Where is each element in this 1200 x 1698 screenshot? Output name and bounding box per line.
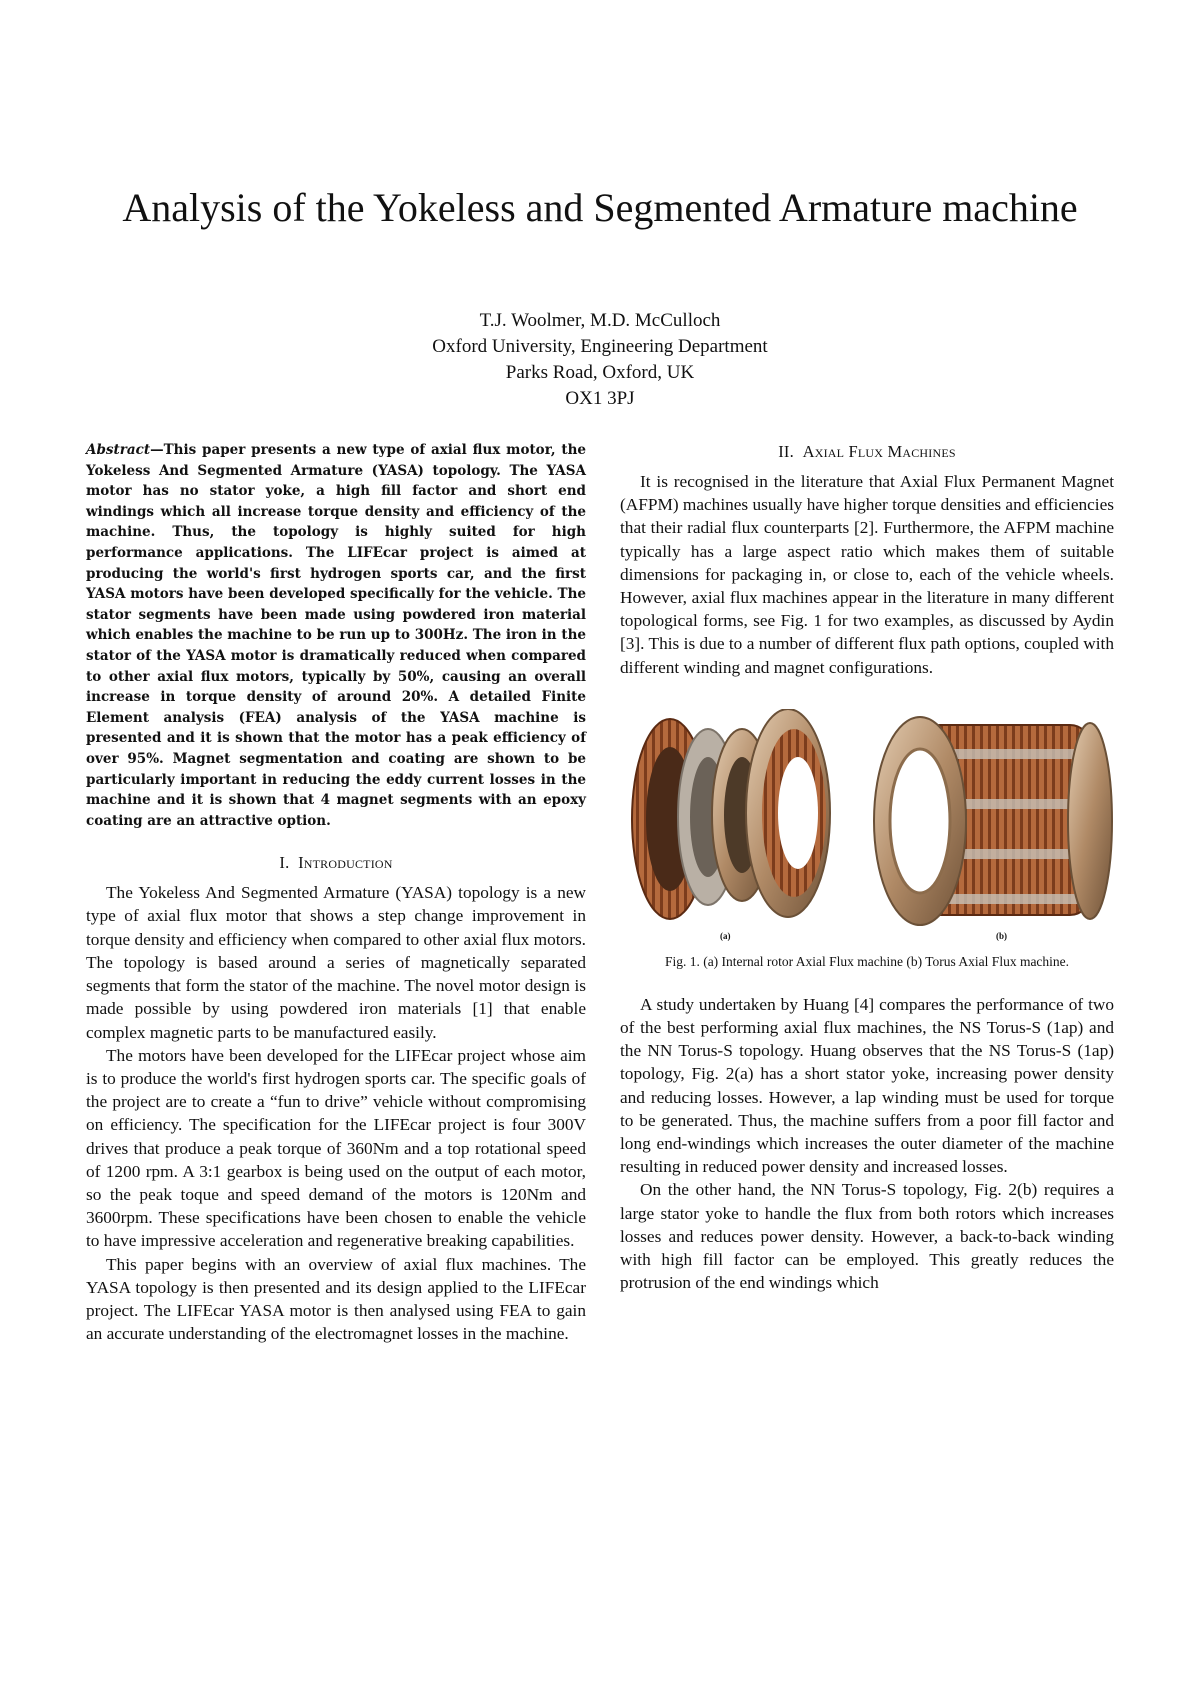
figure-label-a: (a) [720,930,731,941]
intro-paragraph-2: The motors have been developed for the LIFEcar project whose aim is to produce the world's first hydrogen sports car. The specific goals of the project are to create a “fun to drive” vehicle without compromising on efficiency. The specification for the LIFEcar project is four 300V drives that produce a peak torque of 360Nm and a top rotational speed of 1200 rpm. A 3:1 gearbox is being used on the output of each motor, so the peak toque and speed demand of the motors is 120Nm and 3600rpm. These specifications have been chosen to enable the vehicle to have impressive acceleration and regenerative breaking capabilities. [86,1045,586,1251]
section-number: II. [778,442,794,461]
section-number: I. [279,853,290,873]
axial-paragraph-2: A study undertaken by Huang [4] compares the performance of two of the best performing axial flux machines, the NS Torus-S (1ap) and the NN Torus-S topology. Huang observes that the NS Torus-S (1ap) topology, Fig. 2(a) has a short stator yoke, increasing power density and reducing losses. However, a lap winding must be used for torque to be generated. Thus, the machine suffers from a poor fill factor and long end-windings which increases the outer diameter of the machine resulting in reduced power density and increased losses. [620,994,1114,1177]
intro-paragraph-3: This paper begins with an overview of axial flux machines. The YASA topology is then presented and its design applied to the LIFEcar project. The LIFEcar YASA motor is then analysed using FEA to gain an accurate understanding of the electromagnet losses in the machine. [86,1254,586,1344]
author-affiliation: Oxford University, Engineering Department [432,336,768,357]
section-title: Introduction [298,853,393,873]
abstract-text: —This paper presents a new type of axial flux motor, the Yokeless And Segmented Armature (YASA) topology. The YASA motor has no stator yoke, a high fill factor and short end windings which all increase torque density and efficiency of the machine. Thus, the topology is highly suited for high performance applications. The LIFEcar project is aimed at producing the world's first hydrogen sports car, and the first YASA motors have been developed specifically for the vehicle. The stator segments have been made using powdered iron material which enables the machine to be run up to 300Hz. The iron in the stator of the YASA motor is dramatically reduced when compared to other axial flux motors, typically by 50%, causing an overall increase in torque density of around 20%. A detailed Finite Element analysis (FEA) analysis of the YASA machine is presented and it is shown that the motor has a peak efficiency of over 95%. Magnet segmentation and coating are shown to be particularly important in reducing the eddy current losses in the machine and it is shown that 4 magnet segments with an epoxy coating are an attractive option. [86,442,586,829]
figure-1 [620,709,1114,989]
right-column [620,440,1114,1294]
section-heading-axial-flux [620,442,1114,462]
abstract [86,440,586,831]
torus-machine-drawing [874,717,1112,925]
author-address: Parks Road, Oxford, UK [505,362,695,383]
author-postcode: OX1 3PJ [565,388,635,409]
axial-paragraph-1: It is recognised in the literature that Axial Flux Permanent Magnet (AFPM) machines usually have higher torque densities and efficiencies that their radial flux counterparts [2]. Furthermore, the AFPM machine typically has a large aspect ratio which makes them of suitable dimensions for packaging in, or close to, each of the vehicle wheels. However, axial flux machines appear in the literature in many different topological forms, see Fig. 1 for two examples, as discussed by Aydin [3]. This is due to a number of different flux path options, coupled with different winding and magnet configurations. [620,472,1114,677]
paper-title: Analysis of the Yokeless and Segmented Armature machine [122,185,1078,230]
abstract-label: Abstract [86,442,151,458]
section-title: Axial Flux Machines [802,442,956,461]
section-heading-introduction [86,853,586,873]
intro-paragraph-1: The Yokeless And Segmented Armature (YASA) topology is a new type of axial flux motor that shows a step change improvement in torque density and efficiency when compared to other axial flux motors. The topology is based around a series of magnetically separated segments that form the stator of the machine. The novel motor design is made possible by using powdered iron materials [1] that enable complex magnetic parts to be manufactured easily. [86,883,586,1042]
author-names: T.J. Woolmer, M.D. McCulloch [479,310,721,331]
figure-label-b: (b) [996,930,1007,941]
axial-paragraph-3: On the other hand, the NN Torus-S topology, Fig. 2(b) requires a large stator yoke to handle the flux from both rotors which increases losses and reduces power density. However, a back-to-back winding with high fill factor can be employed. This greatly reduces the protrusion of the end windings which [620,1180,1114,1293]
axial-flux-machines-image [620,709,1114,939]
author-block [300,308,900,412]
figure-caption: Fig. 1. (a) Internal rotor Axial Flux machine (b) Torus Axial Flux machine. [664,953,1070,969]
left-column [86,440,586,1345]
internal-rotor-machine-drawing [632,709,830,919]
